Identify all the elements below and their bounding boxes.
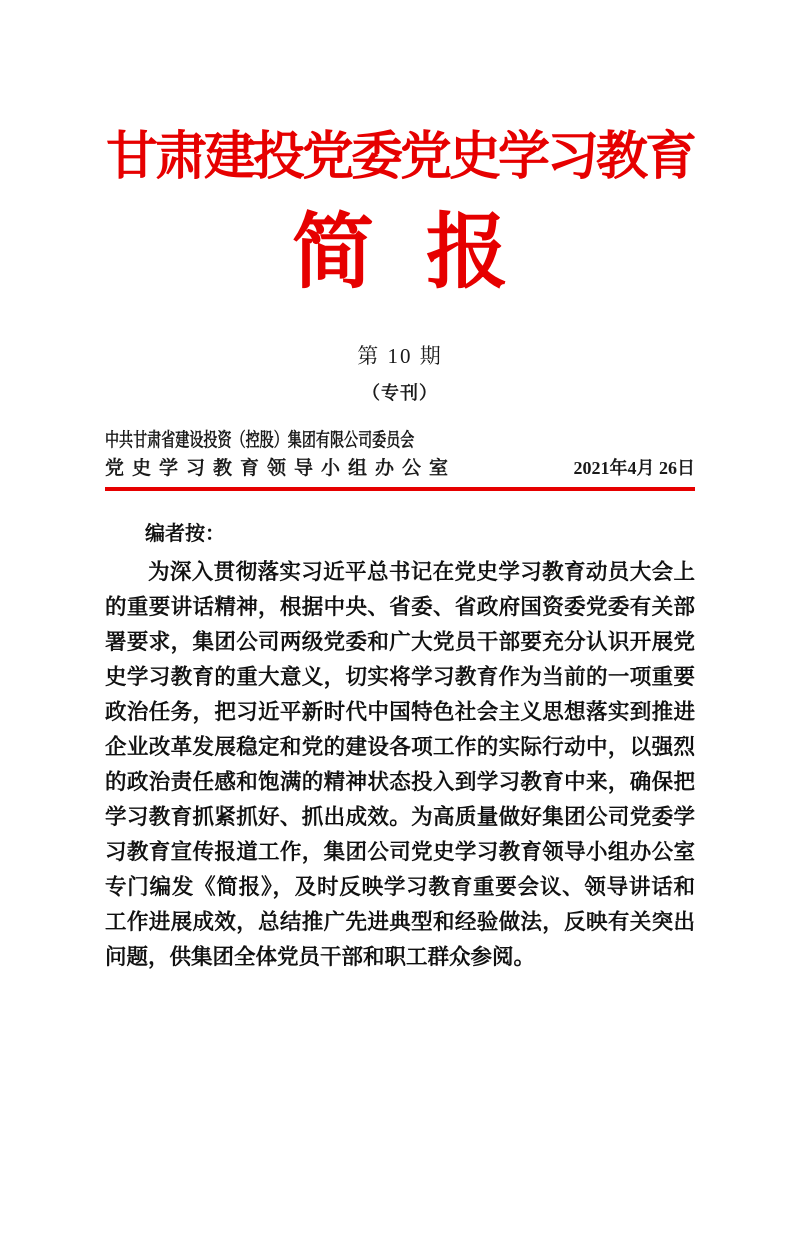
bulletin-name-char-2: 报: [426, 206, 509, 298]
issue-number: 第 10 期: [357, 343, 443, 368]
bulletin-name: [105, 206, 695, 298]
header-divider-rule: [105, 487, 695, 491]
editor-note-heading: 编者按：: [145, 522, 225, 545]
publisher-committee-line: 中共甘肃省建设投资（控股）集团有限公司委员会: [105, 429, 415, 451]
publisher-lines: [105, 429, 574, 482]
editor-note-body: 为深入贯彻落实习近平总书记在党史学习教育动员大会上的重要讲话精神，根据中央、省委、省政府国资委党委有关部署要求，集团公司两级党委和广大党员干部要充分认识开展党史学习教育的重大意义，切实将学习教育作为当前的一项重要政治任务，把习近平新时代中国特色社会主义思想落实到推进企业改革发展稳定和党的建设各项工作的实际行动中，以强烈的政治责任感和饱满的精神状态投入到学习教育中来，确保把学习教育抓紧抓好、抓出成效。为高质量做好集团公司党委学习教育宣传报道工作，集团公司党史学习教育领导小组办公室专门编发《简报》，及时反映学习教育重要会议、领导讲话和工作进展成效，总结推广先进典型和经验做法，反映有关突出问题，供集团全体党员干部和职工群众参阅。: [105, 559, 695, 969]
publisher-office-line: 党史学习教育领导小组办公室: [105, 457, 457, 479]
issue-type: （专刊）: [362, 382, 438, 403]
publisher-block: [105, 429, 695, 482]
page-content: [105, 128, 695, 975]
bulletin-title: 甘肃建投党委党史学习教育: [105, 128, 694, 186]
publication-date: 2021年4月 26日: [573, 457, 695, 478]
bulletin-page: [0, 128, 800, 1259]
bulletin-name-char-1: 简: [291, 206, 374, 298]
